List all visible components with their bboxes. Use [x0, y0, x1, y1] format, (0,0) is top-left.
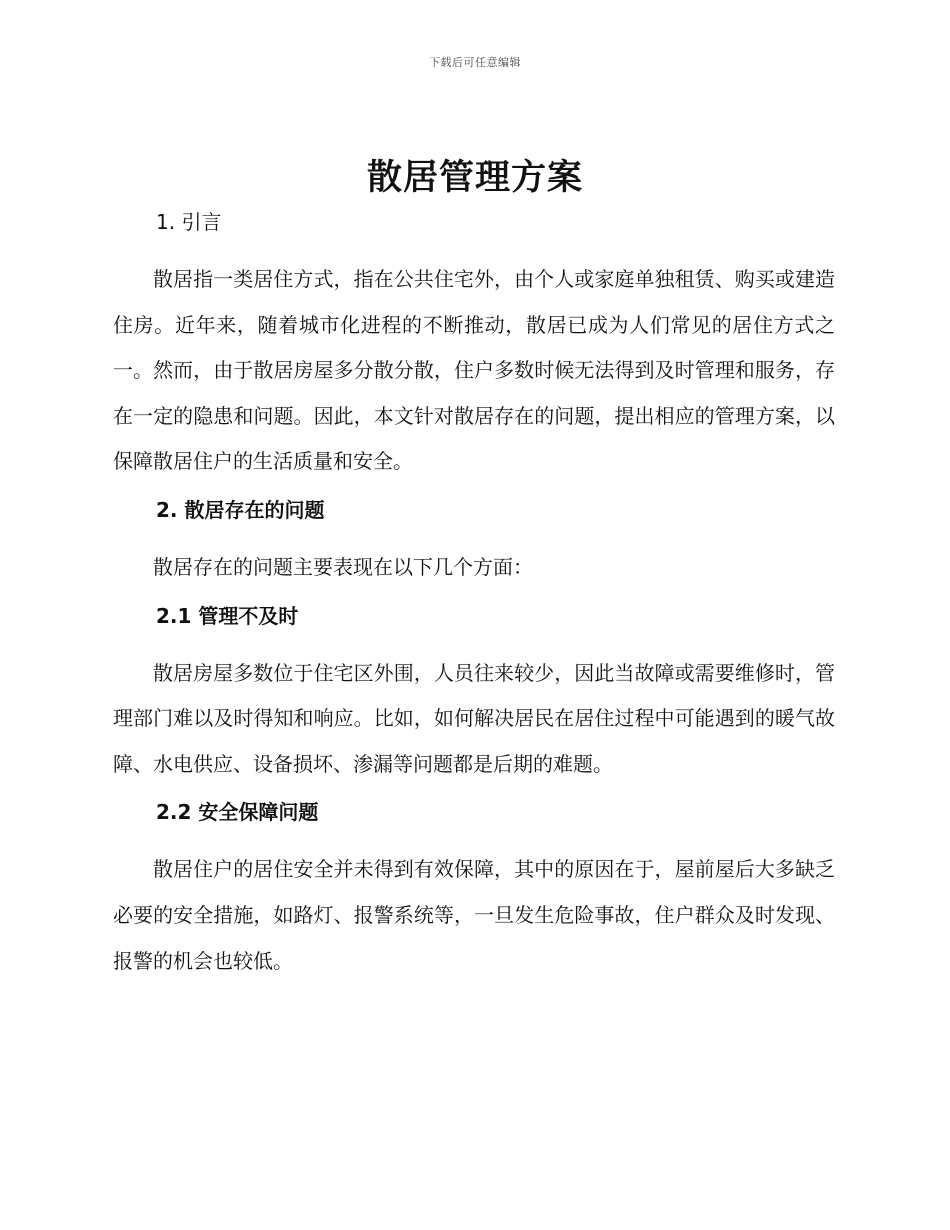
section-paragraph-problems: 散居存在的问题主要表现在以下几个方面：: [153, 554, 533, 579]
section-paragraph-safety: 散居住户的居住安全并未得到有效保障，其中的原因在于，屋前屋后大多缺乏必要的安全措施，如路灯、报警系统等，一旦发生危险事故，住户群众及时发现、报警的机会也较低。: [113, 857, 835, 973]
document-title: 散居管理方案: [366, 158, 583, 198]
section-paragraph-untimely-management: 散居房屋多数位于住宅区外围，人员往来较少，因此当故障或需要维修时，管理部门难以及时得知和响应。比如，如何解决居民在居住过程中可能遇到的暖气故障、水电供应、设备损坏、渗漏等问题都是后期的难题。: [113, 660, 835, 776]
page-header-note: 下载后可任意编辑: [429, 56, 521, 69]
section-heading-untimely-management: 2.1 管理不及时: [156, 603, 299, 628]
section-heading-introduction: 1. 引言: [156, 210, 222, 234]
section-heading-safety: 2.2 安全保障问题: [156, 800, 319, 825]
section-heading-problems: 2. 散居存在的问题: [156, 497, 325, 522]
document-body: [113, 203, 835, 990]
section-paragraph-introduction: 散居指一类居住方式，指在公共住宅外，由个人或家庭单独租赁、购买或建造住房。近年来，随着城市化进程的不断推动，散居已成为人们常见的居住方式之一。然而，由于散居房屋多分散分散，住户多数时候无法得到及时管理和服务，存在一定的隐患和问题。因此，本文针对散居存在的问题，提出相应的管理方案，以保障散居住户的生活质量和安全。: [113, 267, 835, 474]
